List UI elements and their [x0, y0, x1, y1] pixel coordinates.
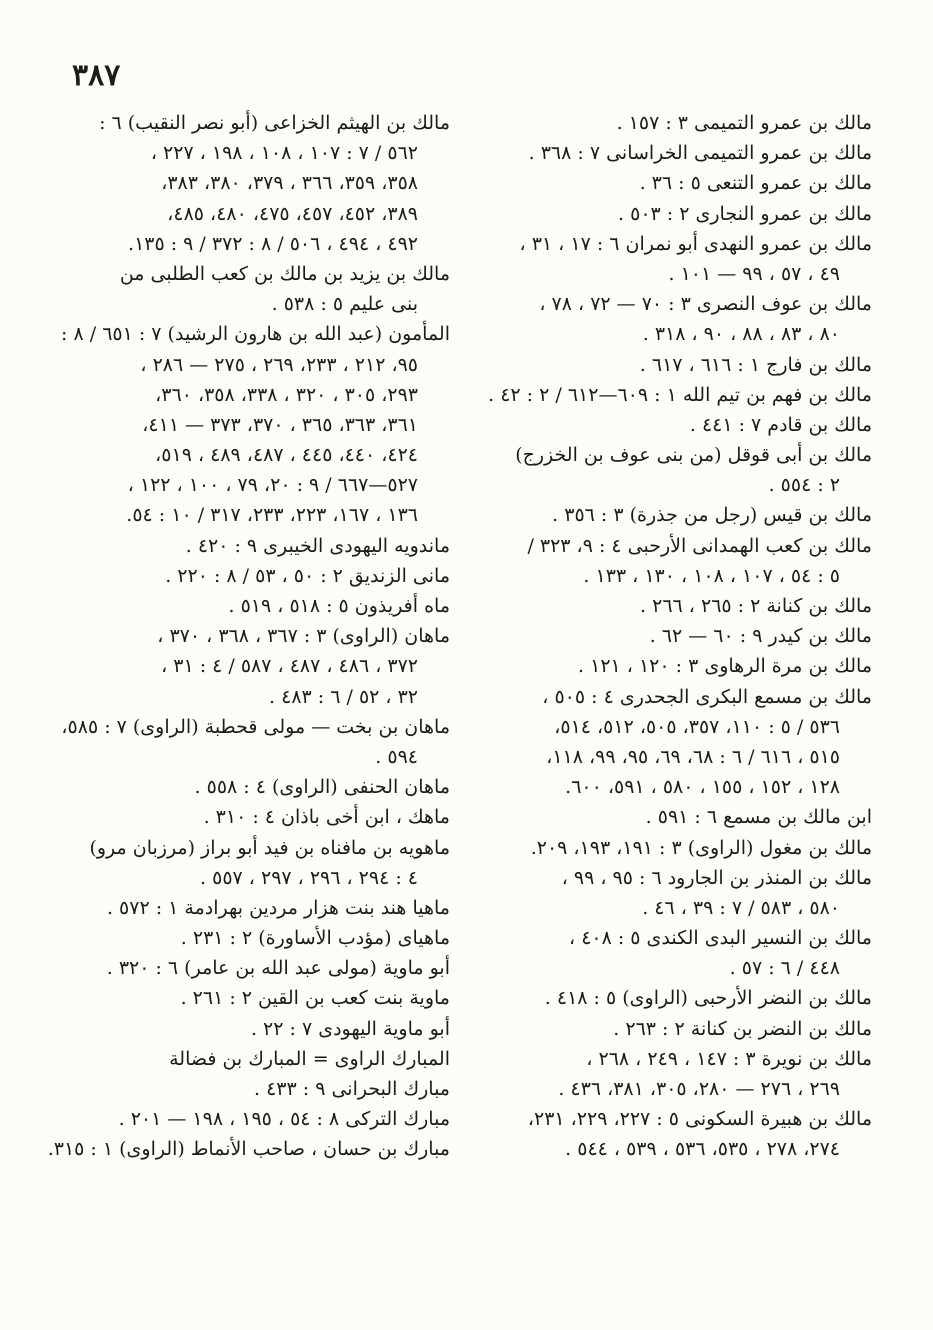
index-entry-continuation: ٣٧٢ ، ٤٨٦ ، ٤٨٧ ، ٥٨٧ / ٤ : ٣١ ،: [161, 655, 418, 678]
index-entry-continuation: ٣٥٨، ٣٥٩، ٣٦٦ ، ٣٧٩، ٣٨٠، ٣٨٣،: [161, 172, 418, 195]
index-entry: مالك بن كنانة ٢ : ٢٦٥ ، ٢٦٦ .: [640, 595, 872, 617]
index-entry-continuation: ٨٠ ، ٨٣ ، ٨٨ ، ٩٠ ، ٣١٨ .: [642, 323, 840, 346]
index-entry: ماوية بنت كعب بن القين ٢ : ٢٦١ .: [180, 987, 450, 1010]
index-entry: مالك بن فهم بن تيم الله ١ : ٦٠٩—٦١٢ / ٢ : ٤٢ .: [488, 383, 872, 406]
index-entry: مالك بن كعب الهمدانى الأرحبى ٤ : ٩، ٣٢٣ /: [527, 534, 872, 557]
index-entry: مالك بن قادم ٧ : ٤٤١ .: [689, 413, 872, 436]
index-entry: مالك بن يزيد بن مالك بن كعب الطلبى من: [119, 262, 450, 285]
index-entry: أبو ماوية اليهودى ٧ : ٢٢ .: [250, 1017, 450, 1040]
index-entry: ماهك ، ابن أخى باذان ٤ : ٣١٠ .: [203, 806, 450, 829]
index-entry: ماه أفريذون ٥ : ٥١٨ ، ٥١٩ .: [228, 595, 450, 617]
index-entry: مالك بن مسمع البكرى الجحدرى ٤ : ٥٠٥ ،: [542, 685, 872, 708]
index-entry: مالك بن مرة الرهاوى ٣ : ١٢٠ ، ١٢١ .: [578, 655, 872, 678]
index-entry-continuation: ٩٥، ٢١٢ ، ٢٣٣، ٢٦٩ ، ٢٧٥ — ٢٨٦ ،: [140, 353, 418, 376]
index-entry: مالك بن نويرة ٣ : ١٤٧ ، ٢٤٩ ، ٢٦٨ ،: [586, 1047, 872, 1070]
index-entry-continuation: ٥٣٦ / ٥ : ١١٠، ٣٥٧، ٥٠٥، ٥١٢، ٥١٤،: [554, 715, 840, 738]
index-entry: مالك بن مغول (الراوى) ٣ : ١٩١، ١٩٣، ٢٠٩.: [530, 836, 872, 859]
index-entry-continuation: ٤٩٢ ، ٤٩٤ ، ٥٠٦ / ٨ : ٣٧٢ / ٩ : ١٣٥.: [128, 232, 418, 255]
index-entry: مالك بن المنذر بن الجارود ٦ : ٩٥ ، ٩٩ ،: [561, 866, 872, 889]
index-entry: مالك بن قيس (رجل من جذرة) ٣ : ٣٥٦ .: [552, 504, 872, 527]
index-entry-continuation: ٤٤٨ / ٦ : ٥٧ .: [729, 957, 840, 980]
index-entry-continuation: ٢ : ٥٥٤ .: [768, 474, 840, 497]
index-entry: مالك بن عمرو التنعى ٥ : ٣٦ .: [639, 172, 872, 195]
index-entry-continuation: ٣٢ ، ٥٢ / ٦ : ٤٨٣ .: [269, 685, 418, 708]
index-entry-continuation: ٢٩٣، ٣٠٥ ، ٣٢٠ ، ٣٣٨، ٣٥٨، ٣٦٠،: [155, 383, 418, 406]
page-number: ٣٨٧: [72, 58, 121, 93]
index-entry: مانى الزنديق ٢ : ٥٠ ، ٥٣ / ٨ : ٢٢٠ .: [165, 564, 450, 587]
index-entry-continuation: ٣٦١، ٣٦٣، ٣٦٥ ، ٣٧٠، ٣٧٣ — ٤١١،: [142, 413, 418, 436]
index-entry: مالك بن عمرو النجارى ٢ : ٥٠٣ .: [618, 202, 872, 225]
index-entry-continuation: ١٢٨ ، ١٥٢ ، ١٥٥ ، ٥٨٠ ، ٥٩١، ٦٠٠.: [565, 776, 840, 799]
index-entry: المأمون (عبد الله بن هارون الرشيد) ٧ : ٦٥١ / ٨ :: [61, 323, 450, 346]
index-entry-continuation: ٣٨٩، ٤٥٢، ٤٥٧، ٤٧٥، ٤٨٠، ٤٨٥،: [167, 202, 418, 225]
index-entry: ماهان بن بخت — مولى قحطبة (الراوى) ٧ : ٥٨٥،: [61, 715, 450, 738]
index-entry: مبارك البحرانى ٩ : ٤٣٣ .: [254, 1078, 450, 1100]
index-entry: ماهياى (مؤدب الأساورة) ٢ : ٢٣١ .: [180, 927, 450, 950]
index-entry: مالك بن عمرو النهدى أبو نمران ٦ : ١٧ ، ٣١ ،: [519, 232, 872, 255]
index-entry: مالك بن كيدر ٩ : ٦٠ — ٦٢ .: [649, 625, 872, 648]
index-entry-continuation: ٢٦٩ ، ٢٧٦ — ٢٨٠، ٣٠٥، ٣٨١، ٤٣٦ .: [558, 1078, 840, 1100]
index-entry: مالك بن فارج ١ : ٦١٦ ، ٦١٧ .: [639, 353, 872, 376]
index-entry-continuation: ٥ : ٥٤ ، ١٠٧ ، ١٠٨ ، ١٣٠ ، ١٣٣ .: [583, 564, 840, 587]
index-entry: مالك بن النضر الأرحبى (الراوى) ٥ : ٤١٨ .: [544, 987, 872, 1010]
index-entry: أبو ماوية (مولى عبد الله بن عامر) ٦ : ٣٢٠ .: [106, 957, 450, 980]
index-entry: مبارك التركى ٨ : ٥٤ ، ١٩٥ ، ١٩٨ — ٢٠١ .: [118, 1108, 450, 1131]
index-column-right: [480, 108, 872, 1165]
index-column-left: [47, 108, 450, 1165]
index-entry-continuation: ١٣٦ ، ١٦٧، ٢٢٣، ٢٣٣، ٣١٧ / ١٠ : ٥٤.: [126, 504, 418, 527]
index-entry-continuation: ٢٧٤، ٢٧٨ ، ٥٣٥، ٥٣٦ ، ٥٣٩ ، ٥٤٤ .: [565, 1138, 840, 1161]
index-entry: ماهويه بن مافناه بن فيد أبو براز (مرزبان مرو): [89, 836, 450, 859]
index-entry: مالك بن عمرو التميمى الخراسانى ٧ : ٣٦٨ .: [528, 142, 872, 165]
index-entry: ابن مالك بن مسمع ٦ : ٥٩١ .: [645, 806, 872, 829]
index-entry-continuation: ٤٩ ، ٥٧ ، ٩٩ — ١٠١ .: [668, 262, 840, 285]
index-entry: مالك بن عمرو التميمى ٣ : ١٥٧ .: [616, 112, 872, 134]
index-entry-continuation: ٥٢٧—٦٦٧ / ٩ : ٢٠، ٧٩ ، ١٠٠ ، ١٢٢ ،: [127, 474, 418, 497]
index-entry: المبارك الراوى = المبارك بن فضالة: [169, 1047, 450, 1070]
index-entry: مبارك بن حسان ، صاحب الأنماط (الراوى) ١ : ٣١٥.: [47, 1138, 450, 1161]
index-entry: مالك بن الهيثم الخزاعى (أبو نصر النقيب) ٦ :: [99, 112, 450, 134]
index-entry-continuation: ٤ : ٢٩٤ ، ٢٩٦ ، ٢٩٧ ، ٥٥٧ .: [200, 866, 418, 889]
index-entry: ماهان (الراوى) ٣ : ٣٦٧ ، ٣٦٨ ، ٣٧٠ ،: [157, 625, 450, 648]
index-entry-continuation: بنى عليم ٥ : ٥٣٨ .: [271, 293, 418, 316]
index-entry: ماهان الحنفى (الراوى) ٤ : ٥٥٨ .: [194, 776, 450, 799]
index-entry: ماهيا هند بنت هزار مردين بهرادمة ١ : ٥٧٢ .: [106, 896, 450, 919]
index-entry-continuation: ٤٢٤، ٤٤٠، ٤٤٥ ، ٤٨٧، ٤٨٩ ، ٥١٩،: [155, 444, 418, 467]
index-entry-continuation: ٥٨٠ ، ٥٨٣ / ٧ : ٣٩ ، ٤٦ .: [642, 896, 840, 919]
index-entry: مالك بن أبى قوقل (من بنى عوف بن الخزرج): [515, 444, 872, 467]
index-entry: مالك بن عوف النصرى ٣ : ٧٠ — ٧٢ ، ٧٨ ،: [539, 293, 872, 316]
index-entry-continuation: ٥٩٤ .: [375, 745, 418, 768]
index-entry: مالك بن هبيرة السكونى ٥ : ٢٢٧، ٢٢٩، ٢٣١،: [527, 1108, 872, 1131]
index-entry: مالك بن النضر بن كنانة ٢ : ٢٦٣ .: [613, 1017, 872, 1040]
index-entry-continuation: ٥١٥ ، ٦١٦ / ٦ : ٦٨، ٦٩، ٩٥، ٩٩، ١١٨،: [546, 745, 840, 768]
index-entry: مالك بن النسير البدى الكندى ٥ : ٤٠٨ ،: [569, 927, 872, 950]
index-entry: ماندويه اليهودى الخيبرى ٩ : ٤٢٠ .: [185, 534, 450, 557]
index-entry-continuation: ٥٦٢ / ٧ : ١٠٧ ، ١٠٨ ، ١٩٨ ، ٢٢٧ ،: [150, 142, 418, 165]
